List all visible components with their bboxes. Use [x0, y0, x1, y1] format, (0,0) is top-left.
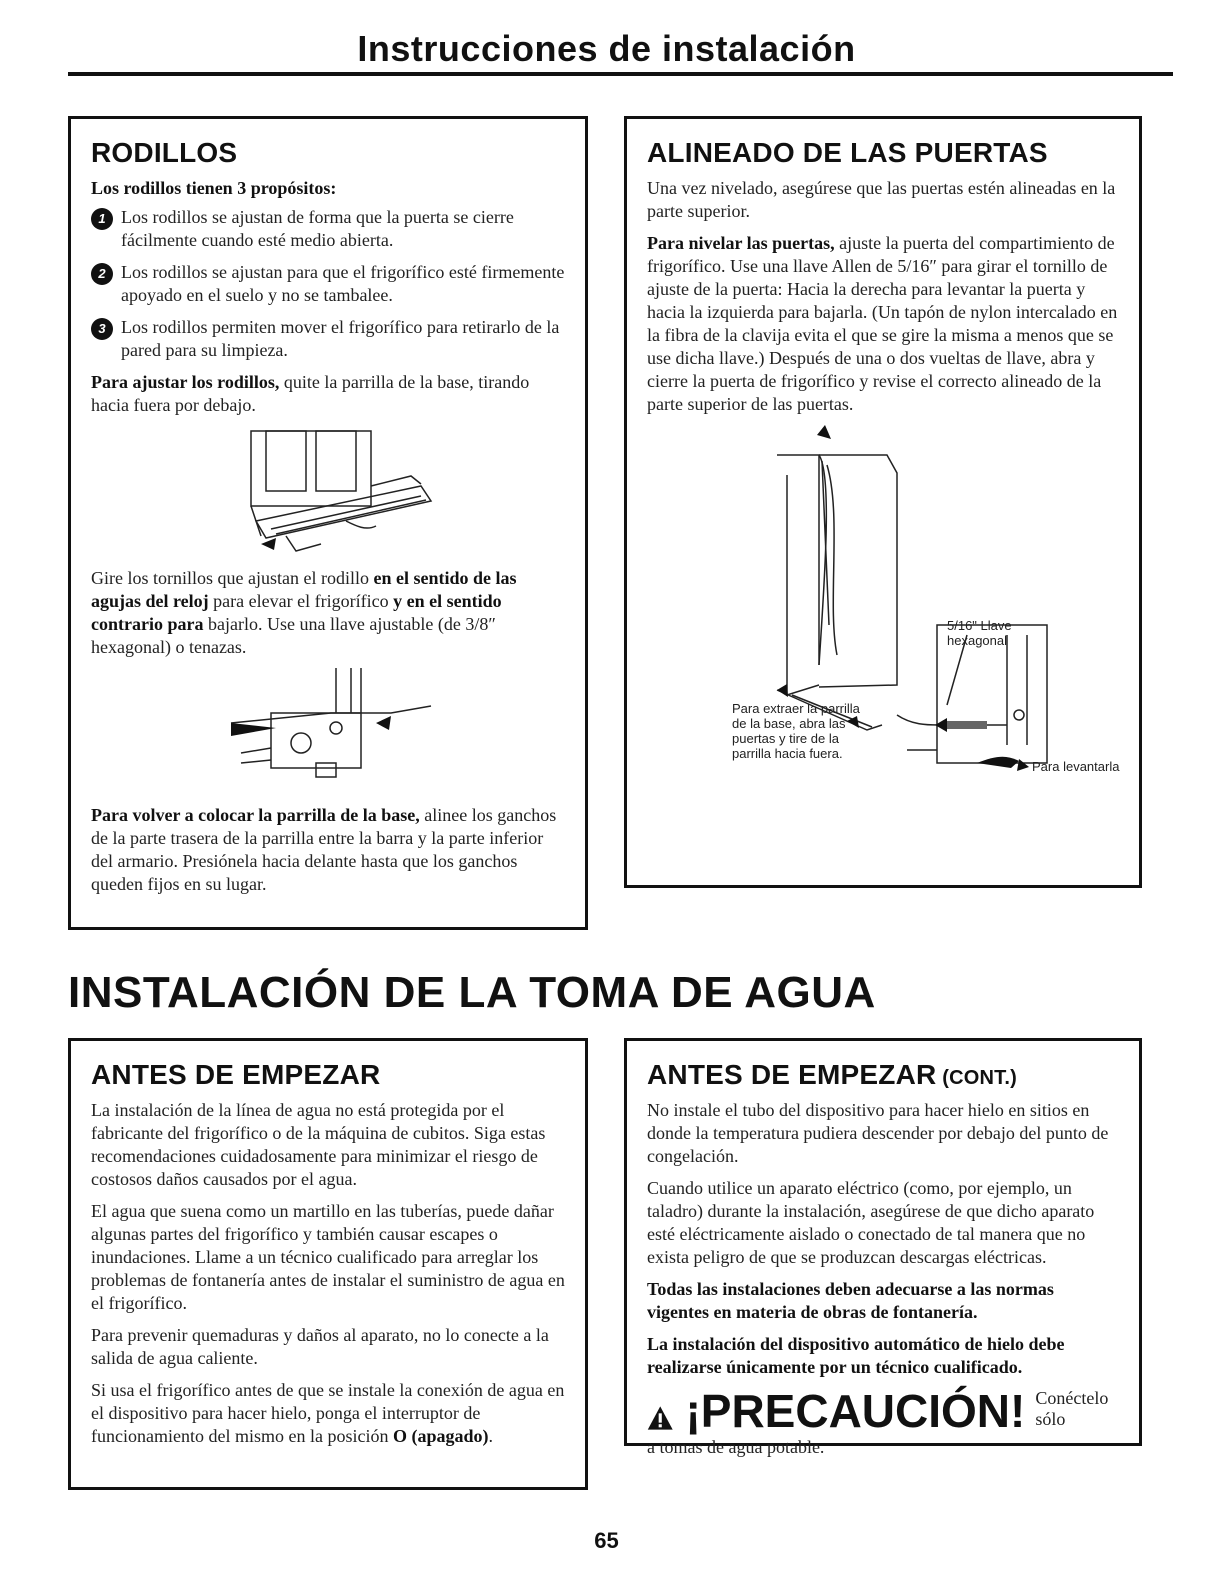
antes-paragraph-3: Para prevenir quemaduras y daños al aparato, no lo conecte a la salida de agua caliente.: [91, 1325, 549, 1368]
page-title: Instrucciones de instalación: [357, 28, 856, 69]
caution-word: ¡PRECAUCIÓN!: [685, 1385, 1026, 1437]
rodillos-item-3: [91, 316, 565, 362]
warning-triangle-icon: [647, 1402, 673, 1434]
rodillos-item-text: Los rodillos permiten mover el frigorífico para retirarlo de la pared para su limpieza.: [121, 317, 560, 360]
antes-de-empezar-cont-section: [624, 1038, 1142, 1457]
roller-adjust-illustration: [91, 668, 567, 790]
rodillos-heading: RODILLOS: [91, 137, 238, 168]
rodillos-turn-text: Gire los tornillos que ajustan el rodillo en el sentido de las agujas del reloj para elevar el frigorífico y en el sentido contrario para bajarlo. Use una llave ajustable (de 3/8″ hexagonal) o tenazas.: [91, 568, 517, 657]
alineado-section: [624, 116, 1142, 888]
raise-label: Para levantarla: [1032, 759, 1120, 774]
number-3-icon: 3: [91, 318, 113, 340]
antes-heading: ANTES DE EMPEZAR: [91, 1059, 381, 1090]
door-alignment-illustration: [647, 425, 1121, 855]
rodillos-item-text: Los rodillos se ajustan de forma que la puerta se cierre fácilmente cuando esté medio abierta.: [121, 207, 514, 250]
antes-de-empezar-section: [68, 1038, 588, 1490]
remove-grille-label-4: parrilla hacia fuera.: [732, 746, 843, 761]
water-section-heading: INSTALACIÓN DE LA TOMA DE AGUA: [68, 968, 876, 1017]
alineado-heading: ALINEADO DE LAS PUERTAS: [647, 137, 1048, 168]
remove-grille-label-1: Para extraer la parrilla: [732, 701, 860, 716]
alineado-intro: Una vez nivelado, asegúrese que las puertas estén alineadas en la parte superior.: [647, 178, 1116, 221]
alineado-instructions: Para nivelar las puertas, ajuste la puerta del compartimiento de frigorífico. Use una llave Allen de 5/16″ para girar el tornillo de ajuste de la puerta: Hacia la derecha para levantar la puerta y hacia la izquierda para bajarla. (Un tapón de nylon intercalado en la fibra de la clavija evita el que se gire la misma a menos que se use dicha llave.) Después de una o dos vueltas de llave, abra y cierre la puerta de frigorífico y revise el correcto alineado de la parte superior de las puertas.: [647, 233, 1118, 414]
hex-key-label-1: 5/16" Llave: [947, 618, 1012, 633]
antes-cont-paragraph-1: No instale el tubo del dispositivo para hacer hielo en sitios en donde la temperatura pudiera descender por debajo del punto de congelación.: [647, 1100, 1109, 1166]
hex-key-label-2: hexagonal: [947, 633, 1007, 648]
antes-paragraph-1: La instalación de la línea de agua no está protegida por el fabricante del frigorífico o de la máquina de cubitos. Siga estas recomendaciones cuidadosamente para minimizar el riesgo de costosos daños causados por el agua.: [91, 1100, 546, 1189]
rodillos-intro: Los rodillos tienen 3 propósitos:: [91, 178, 337, 198]
number-1-icon: 1: [91, 208, 113, 230]
title-divider: [68, 72, 1173, 76]
rodillos-item-1: [91, 206, 565, 252]
antes-cont-paragraph-4: La instalación del dispositivo automático de hielo debe realizarse únicamente por un técnico cualificado.: [647, 1334, 1065, 1377]
caution-text-1: Conéctelo sólo: [1035, 1388, 1109, 1429]
number-2-icon: 2: [91, 263, 113, 285]
antes-paragraph-2: El agua que suena como un martillo en las tuberías, puede dañar algunas partes del frigorífico y también causar escapes o inundaciones. Llame a un técnico cualificado para arreglar los problemas de fontanería antes de instalar el suministro de agua en el frigorífico.: [91, 1201, 565, 1313]
remove-grille-label-2: de la base, abra las: [732, 716, 846, 731]
antes-cont-paragraph-3: Todas las instalaciones deben adecuarse a las normas vigentes en materia de obras de fontanería.: [647, 1279, 1054, 1322]
caution-block: [647, 1385, 1119, 1437]
grille-removal-illustration: [91, 426, 567, 561]
rodillos-replace-text: Para volver a colocar la parrilla de la base, alinee los ganchos de la parte trasera de la parrilla entre la barra y la parte inferior del armario. Presiónela hacia delante hasta que los ganchos queden fijos en su lugar.: [91, 805, 557, 894]
page-number: 65: [594, 1528, 619, 1553]
rodillos-item-2: [91, 261, 565, 307]
rodillos-adjust-text: Para ajustar los rodillos, quite la parrilla de la base, tirando hacia fuera por debajo.: [91, 372, 530, 415]
antes-cont-paragraph-2: Cuando utilice un aparato eléctrico (como, por ejemplo, un taladro) durante la instalación, asegúrese de que dicho aparato esté eléctricamente aislado o conectado de tal manera que no exista peligro de que se produzcan descargas eléctricas.: [647, 1178, 1095, 1267]
rodillos-item-text: Los rodillos se ajustan para que el frigorífico esté firmemente apoyado en el suelo y no se tambalee.: [121, 262, 565, 305]
rodillos-section: [68, 116, 588, 930]
antes-cont-heading: ANTES DE EMPEZAR (CONT.): [647, 1059, 1017, 1090]
remove-grille-label-3: puertas y tire de la: [732, 731, 839, 746]
caution-text-2: a tomas de agua potable.: [647, 1437, 825, 1457]
antes-paragraph-4: Si usa el frigorífico antes de que se instale la conexión de agua en el dispositivo para hacer hielo, ponga el interruptor de funcionamiento del mismo en la posición O (apagado).: [91, 1380, 565, 1446]
